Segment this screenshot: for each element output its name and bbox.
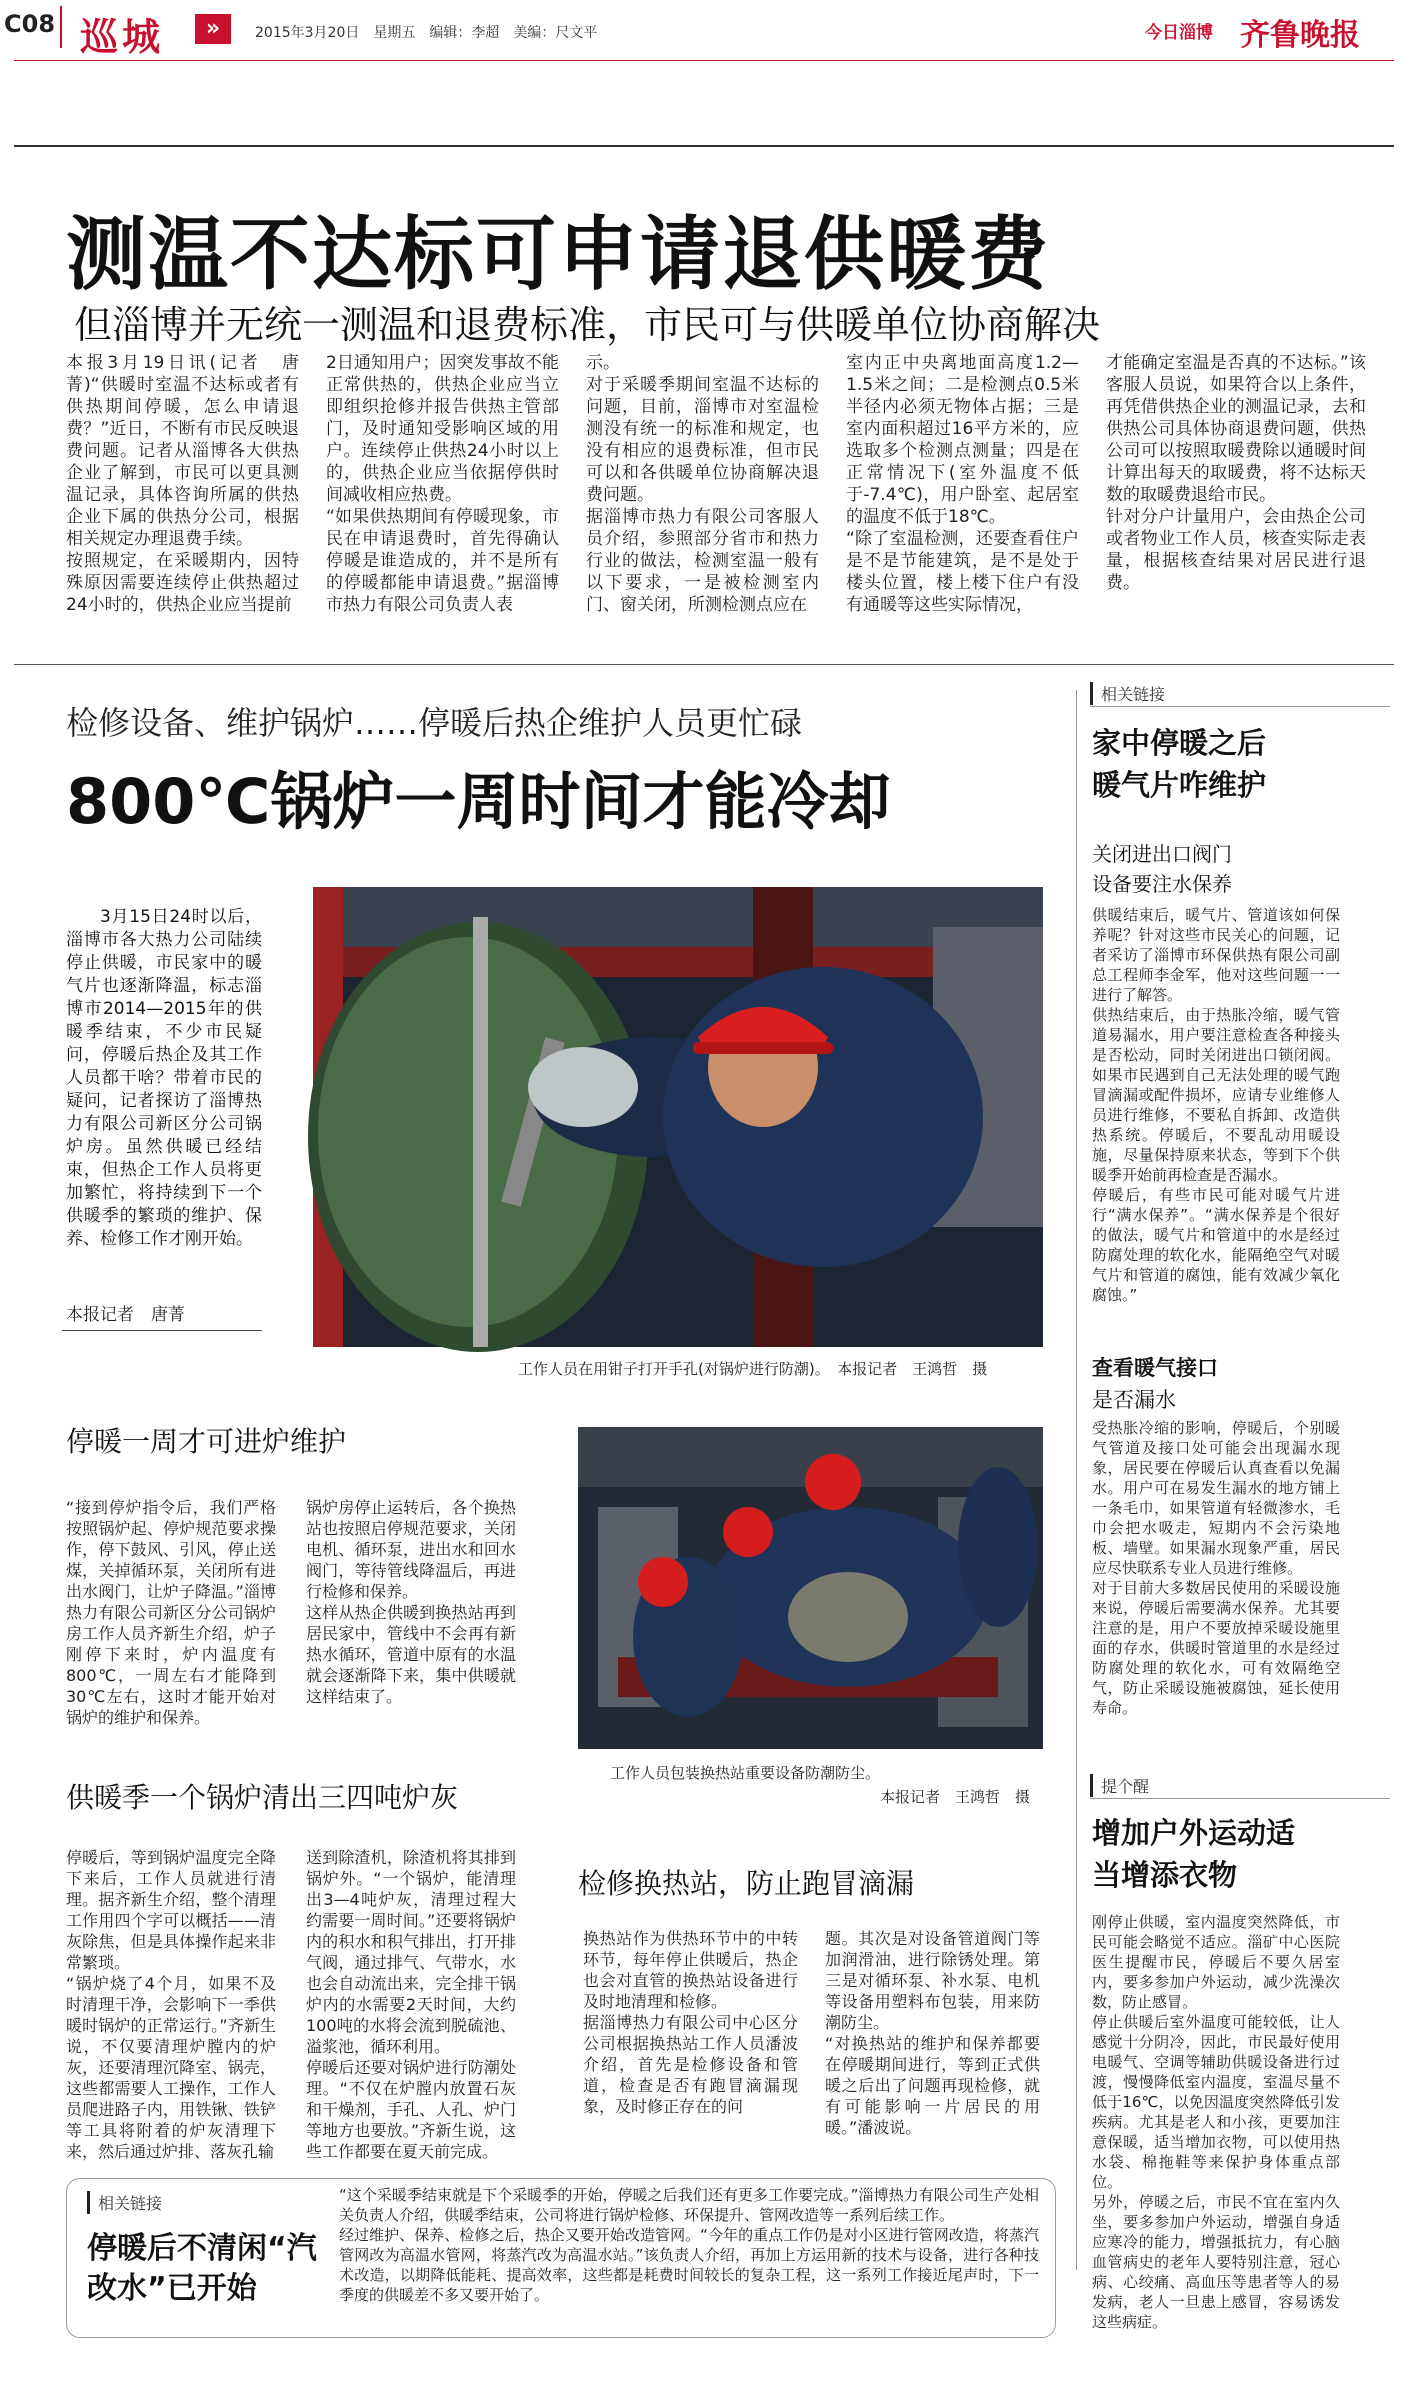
- photo-heat-station: [578, 1427, 1043, 1749]
- sidebar1-tag: 相关链接: [1090, 682, 1165, 705]
- photo-heat-station-graphic: [578, 1427, 1043, 1749]
- photo2-caption: 工作人员包装换热站重要设备防潮防尘。: [610, 1764, 881, 1782]
- section2-col-1: 停暖后，等到锅炉温度完全降下来后，工作人员就进行清理。据齐新生介绍，整个清理工作用四个字可以概括——清灰除焦，但是具体操作起来非常繁琐。 “锅炉烧了4个月，如果不及时清理干净，会影响下一季供暖时锅炉的正常运行。”齐新生说，不仅要清理炉膛内的炉灰，还要清理沉降室、锅壳，这些都需要人工操作，工作人员爬进路子内，用铁锹、铁铲等工具将附着的炉灰清理下来，然后通过炉排、落灰孔输: [66, 1848, 276, 2161]
- photo-worker-boiler: [313, 887, 1043, 1347]
- section1-heading: 停暖一周才可进炉维护: [66, 1425, 347, 1458]
- column-divider: [1076, 690, 1077, 2270]
- sidebar1-sub2: 查看暖气接口: [1092, 1356, 1218, 1380]
- section3-col-2: 题。其次是对设备管道阀门等加润滑油，进行除锈处理。第三是对循环泵、补水泵、电机等设备用塑料布包装，用来防潮防尘。 “对换热站的维护和保养都要在停暖期间进行，等到正式供暖之后出了问题再现检修，就有可能影响一片居民的用暖。”潘波说。: [825, 1929, 1040, 2137]
- headline-main: 测温不达标可申请退供暖费: [66, 208, 1050, 301]
- story1-col-4: 室内正中央离地面高度1.2—1.5米之间；二是检测点0.5米半径内必须无物体占据；三是室内面积超过16平方米的，应选取多个检测点测量；四是在正常情况下(室外温度不低于-7.4℃)，用户卧室、起居室的温度不低于18℃。 “除了室温检测，还要查看住户是不是节能建筑，是不是处于楼头位置，楼上楼下住户有没有通暖等这些实际情况，: [846, 353, 1079, 615]
- related-bottom-text: “这个采暖季结束就是下个采暖季的开始，停暖之后我们还有更多工作要完成。”淄博热力有限公司生产处相关负责人介绍，供暖季结束，公司将进行锅炉检修、环保提升、管网改造等一系列后续工作。 经过维护、保养、检修之后，热企又要开始改造管网。“今年的重点工作仍是对小区进行管网改造，将蒸汽管网改为高温水管网，将蒸汽改为高温水站。”该负责人介绍，再加上方运用新的技术与设备，进行各种技术改造，以期降低能耗、提高效率，这些都是耗费时间较长的复杂工程，这一系列工作接近尾声时，下一季度的供暖差不多又要开始了。: [339, 2186, 1039, 2304]
- story1-col-2: 2日通知用户；因突发事故不能正常供热的，供热企业应当立即组织抢修并报告供热主管部门，及时通知受影响区域的用户。连续停止供热24小时以上的，供热企业应当依据停供时间减收相应热费。 “如果供热期间有停暖现象，市民在申请退费时，首先得确认停暖是谁造成的，并不是所有的停暖都能申请退费。”据淄博市热力有限公司负责人表: [326, 353, 559, 615]
- story2-lead: 3月15日24时以后，淄博市各大热力公司陆续停止供暖，市民家中的暖气片也逐渐降温，标志淄博市2014—2015年的供暖季结束，不少市民疑问，停暖后热企及其工作人员都干啥？带着市民的疑问，记者探访了淄博热力有限公司新区分公司锅炉房。虽然供暖已经结束，但热企工作人员将更加繁忙，将持续到下一个供暖季的繁琐的维护、保养、检修工作才刚开始。: [66, 907, 262, 1249]
- date-line: 2015年3月20日 星期五 编辑：李超 美编：尺文平: [255, 25, 598, 41]
- section3-col-1: 换热站作为供热环节中的中转环节，每年停止供暖后，热企也会对直管的换热站设备进行及时地清理和检修。 据淄博热力有限公司中心区分公司根据换热站工作人员潘波介绍，首先是检修设备和管道，检查是否有跑冒滴漏现象，及时修正存在的问: [583, 1929, 798, 2116]
- brand-small: 今日淄博: [1145, 23, 1213, 43]
- section1-col-2: 锅炉房停止运转后，各个换热站也按照启停规范要求，关闭电机、循环泵，进出水和回水阀门，等待管线降温后，再进行检修和保养。 这样从热企供暖到换热站再到居民家中，管线中不会再有新热水循环，管道中原有的水温就会逐渐降下来，集中供暖就这样结束了。: [306, 1498, 516, 1706]
- story2-kicker: 检修设备、维护锅炉……停暖后热企维护人员更忙碌: [66, 704, 803, 742]
- photo2-credit: 本报记者 王鸿哲 摄: [880, 1788, 1031, 1806]
- sidebar1-text2: 受热胀冷缩的影响，停暖后，个别暖气管道及接口处可能会出现漏水现象，居民要在停暖后认真查看以免漏水。用户可在易发生漏水的地方铺上一条毛巾，如果管道有轻微渗水，毛巾会把水吸走，短期内不会污染地板、墙壁。如果漏水现象严重，居民应尽快联系专业人员进行维修。 对于目前大多数居民使用的采暖设施来说，停暖后需要满水保养。尤其要注意的是，用户不要放掉采暖设施里面的存水，供暖时管道里的水是经过防腐处理的软化水，可有效隔绝空气，防止采暖设施被腐蚀，延长使用寿命。: [1092, 1419, 1340, 1717]
- sidebar2-tag-rule: [1090, 1798, 1390, 1799]
- section-label: 巡城: [80, 15, 165, 59]
- page-header: [0, 0, 1409, 70]
- sidebar2-tag: 提个醒: [1090, 1774, 1149, 1797]
- header-rule: [14, 60, 1394, 61]
- story1-col-5: 才能确定室温是否真的不达标。”该客服人员说，如果符合以上条件，再凭借供热企业的测温记录，去和供热公司具体协商退费问题，供热公司可以按照取暖费除以通暖时间计算出每天的取暖费，将不达标天数的取暖费退给市民。 针对分户计量用户，会由热企公司或者物业工作人员，核查实际走表量，根据核查结果对居民进行退费。: [1106, 353, 1366, 593]
- section1-col-1: “接到停炉指令后，我们严格按照锅炉起、停炉规范要求操作，停下鼓风、引风，停止送煤，关掉循环泵，关闭所有进出水阀门，让炉子降温。”淄博热力有限公司新区分公司锅炉房工作人员齐新生介绍，炉子刚停下来时，炉内温度有800℃，一周左右才能降到30℃左右，这时才能开始对锅炉的维护和保养。: [66, 1498, 276, 1727]
- sidebar1-sub2b: 是否漏水: [1092, 1388, 1176, 1412]
- related-bottom-tag: 相关链接: [87, 2191, 162, 2214]
- sidebar1-sub1b: 设备要注水保养: [1092, 872, 1232, 896]
- section-arrow-icon: »: [195, 14, 231, 44]
- related-bottom-box: [66, 2178, 1056, 2338]
- sidebar2-title: 增加户外运动适当增添衣物: [1092, 1816, 1296, 1892]
- sidebar2-text: 刚停止供暖，室内温度突然降低，市民可能会略觉不适应。淄矿中心医院医生提醒市民，停暖后不要久居室内，要多参加户外运动，减少洗澡次数，防止感冒。 停止供暖后室外温度可能较低，让人感觉十分阴冷，因此，市民最好使用电暖气、空调等辅助供暖设备进行过渡，慢慢降低室内温度，室温尽量不低于16℃，以免因温度突然降低引发疾病。尤其是老人和小孩，更要加注意保暖，适当增加衣物，可以使用热水袋、棉拖鞋等来保护身体重点部位。 另外，停暖之后，市民不宜在室内久坐，要多参加户外运动，增强自身适应寒冷的能力，增强抵抗力，有心脑血管病史的老年人要特别注意，冠心病、心绞痛、高血压等患者等人的易发病，老人一旦患上感冒，容易诱发这些病症。: [1092, 1913, 1340, 2331]
- story2-headline: 800℃锅炉一周时间才能冷却: [66, 765, 891, 838]
- sidebar1-text1: 供暖结束后，暖气片、管道该如何保养呢？针对这些市民关心的问题，记者采访了淄博市环保供热有限公司副总工程师李金军，他对这些问题一一进行了解答。 供热结束后，由于热胀冷缩，暖气管道易漏水，用户要注意检查各种接头是否松动，同时关闭进出口锁闭阀。如果市民遇到自己无法处理的暖气跑冒滴漏或配件损坏，应请专业维修人员进行维修，不要私自拆卸、改造供热系统。停暖后，不要乱动用暖设施，尽量保持原来状态，等到下个供暖季开始前再检查是否漏水。 停暖后，有些市民可能对暖气片进行“满水保养”。“满水保养是个很好的做法，暖气片和管道中的水是经过防腐处理的软化水，能隔绝空气对暖气片和管道的腐蚀，能有效减少氧化腐蚀。”: [1092, 906, 1340, 1304]
- sidebar1-tag-rule: [1090, 706, 1390, 707]
- lead-underline: [62, 1330, 262, 1331]
- header-bottom-rule: [14, 145, 1394, 147]
- photo1-caption: 工作人员在用钳子打开手孔(对锅炉进行防潮)。 本报记者 王鸿哲 摄: [518, 1360, 988, 1378]
- story1-bottom-rule: [14, 664, 1394, 665]
- newspaper-logo: 齐鲁晚报: [1240, 18, 1360, 53]
- section2-heading: 供暖季一个锅炉清出三四吨炉灰: [66, 1781, 459, 1814]
- section-divider: [60, 6, 62, 48]
- sidebar1-title: 家中停暖之后暖气片咋维护: [1092, 726, 1267, 802]
- page-number: C08: [4, 10, 56, 38]
- section2-col-2: 送到除渣机，除渣机将其排到锅炉外。“一个锅炉，能清理出3—4吨炉灰，清理过程大约需要一周时间。”还要将锅炉内的积水和积气排出，打开排气阀，通过排气、气带水，水也会自动流出来，完全排干锅炉内的水需要2天时间，大约100吨的水将会流到脱硫池、溢浆池，循环利用。 停暖后还要对锅炉进行防潮处理。“不仅在炉膛内放置石灰和干燥剂，手孔、人孔、炉门等地方也要放。”齐新生说，这些工作都要在夏天前完成。: [306, 1848, 516, 2161]
- photo-worker-boiler-graphic: [313, 887, 1043, 1347]
- section3-heading: 检修换热站，防止跑冒滴漏: [578, 1867, 915, 1900]
- sidebar1-sub1: 关闭进出口阀门: [1092, 842, 1232, 866]
- story1-col-3: 示。 对于采暖季期间室温不达标的问题，目前，淄博市对室温检测没有统一的标准和规定，也没有相应的退费标准，但市民可以和各供暖单位协商解决退费问题。 据淄博市热力有限公司客服人员介绍，参照部分省市和热力行业的做法，检测室温一般有以下要求，一是被检测室内门、窗关闭，所测检测点应在: [586, 353, 819, 615]
- story1-col-1: 本报3月19日讯(记者 唐菁)“供暖时室温不达标或者有供热期间停暖，怎么申请退费？”近日，不断有市民反映退费问题。记者从淄博各大供热企业了解到，市民可以更具测温记录，具体咨询所属的供热企业下属的供热分公司，根据相关规定办理退费手续。 按照规定，在采暖期内，因特殊原因需要连续停止供热超过24小时的，供热企业应当提前: [66, 353, 299, 615]
- subheadline-main: 但淄博并无统一测温和退费标准，市民可与供暖单位协商解决: [74, 303, 1101, 347]
- story2-byline: 本报记者 唐菁: [66, 1305, 185, 1325]
- related-bottom-title: 停暖后不清闲“汽改水”已开始: [87, 2231, 317, 2306]
